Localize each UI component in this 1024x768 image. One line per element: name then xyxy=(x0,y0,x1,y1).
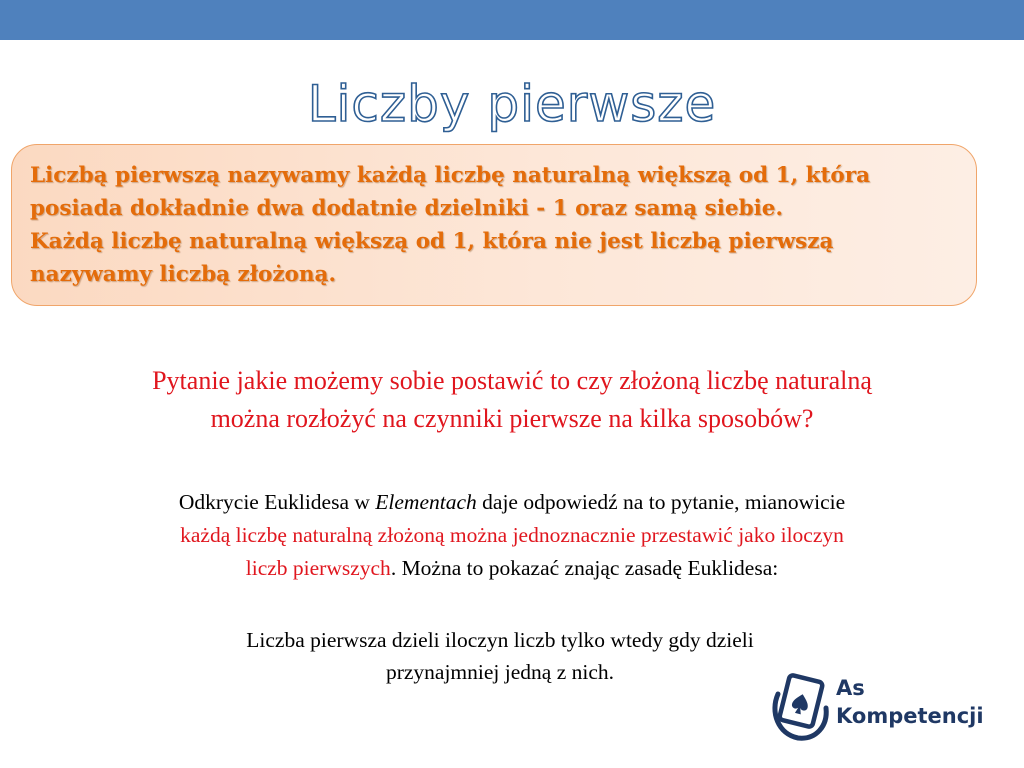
principle-line: Liczba pierwsza dzieli iloczyn liczb tylko wtedy gdy dzieli xyxy=(246,628,754,652)
logo-text xyxy=(836,674,984,730)
card-spade-icon xyxy=(768,668,832,744)
definition-box xyxy=(11,144,977,306)
euclid-text: daje odpowiedź na to pytanie, mianowicie xyxy=(476,490,846,514)
euclid-paragraph xyxy=(0,486,1024,585)
definition-line: Liczbą pierwszą nazywamy każdą liczbę naturalną większą od 1, która xyxy=(30,163,871,188)
elementach-italic: Elementach xyxy=(375,490,477,514)
euclid-line xyxy=(0,552,1024,585)
euclid-highlight: liczb pierwszych xyxy=(245,556,391,580)
header-bar xyxy=(0,0,1024,40)
question-paragraph xyxy=(0,362,1024,438)
question-line: można rozłożyć na czynniki pierwsze na kilka sposobów? xyxy=(210,404,814,433)
question-line: Pytanie jakie możemy sobie postawić to czy złożoną liczbę naturalną xyxy=(152,366,872,395)
logo xyxy=(768,668,1008,748)
definition-text xyxy=(30,159,956,291)
slide-title: Liczby pierwsze xyxy=(307,75,717,133)
definition-line: nazywamy liczbą złożoną. xyxy=(30,262,336,287)
logo-line: As xyxy=(836,676,865,700)
logo-line: Kompetencji xyxy=(836,704,984,728)
euclid-highlight-line: każdą liczbę naturalną złożoną można jednoznacznie przestawić jako iloczyn xyxy=(180,523,844,547)
euclid-text: Odkrycie Euklidesa w xyxy=(178,490,376,514)
definition-line: Każdą liczbę naturalną większą od 1, która nie jest liczbą pierwszą xyxy=(30,229,834,254)
euclid-line xyxy=(0,486,1024,519)
principle-line: przynajmniej jedną z nich. xyxy=(385,660,615,684)
definition-line: posiada dokładnie dwa dodatnie dzielniki - 1 oraz samą siebie. xyxy=(30,196,783,221)
euclid-text: . Można to pokazać znając zasadę Euklidesa: xyxy=(390,556,779,580)
